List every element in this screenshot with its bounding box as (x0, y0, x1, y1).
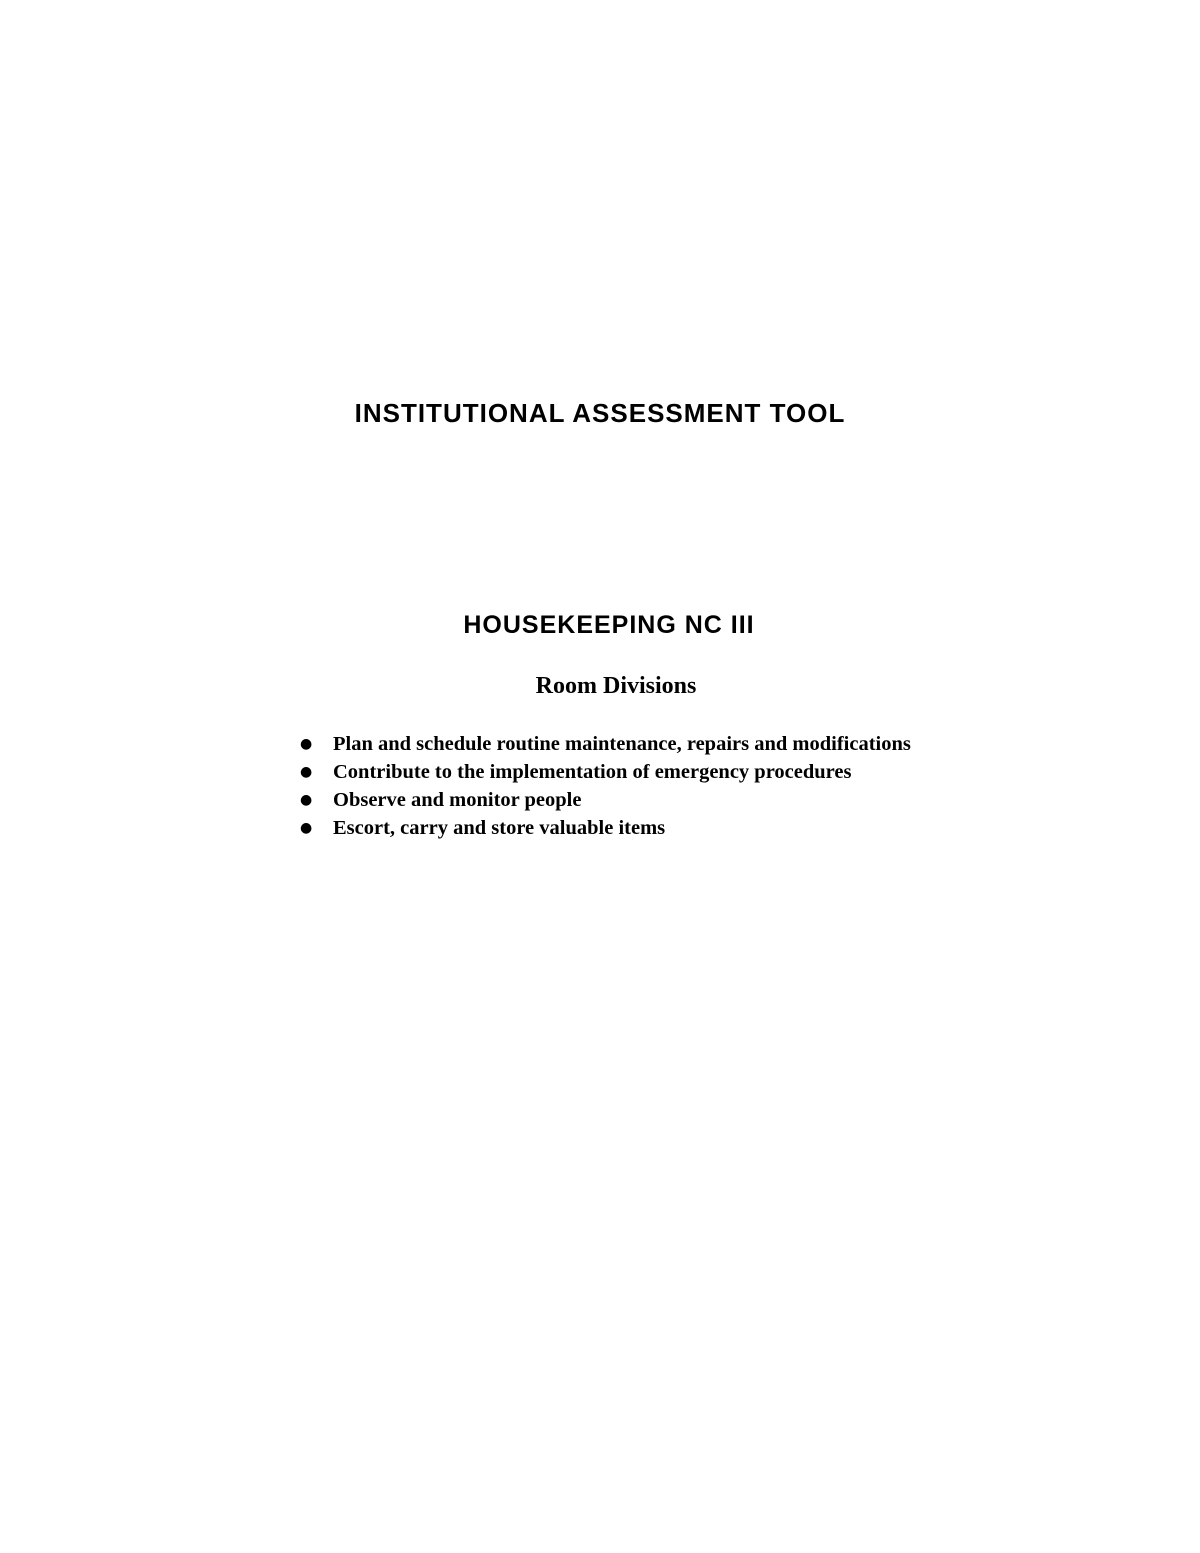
unit-text: Escort, carry and store valuable items (333, 817, 666, 839)
list-item (300, 730, 911, 758)
bullet-icon: ● (300, 820, 313, 836)
bullet-icon: ● (300, 792, 313, 808)
bullet-icon: ● (300, 736, 313, 752)
list-item (300, 758, 911, 786)
list-item (300, 814, 911, 842)
bullet-icon: ● (300, 764, 313, 780)
unit-list (300, 730, 911, 842)
unit-text: Contribute to the implementation of emergency procedures (333, 761, 852, 783)
unit-text: Observe and monitor people (333, 789, 582, 811)
document-title: INSTITUTIONAL ASSESSMENT TOOL (354, 398, 846, 428)
qualification-title: HOUSEKEEPING NC III (463, 611, 755, 639)
unit-text: Plan and schedule routine maintenance, repairs and modifications (333, 733, 911, 755)
section-title: Room Divisions (535, 673, 697, 699)
list-item (300, 786, 911, 814)
